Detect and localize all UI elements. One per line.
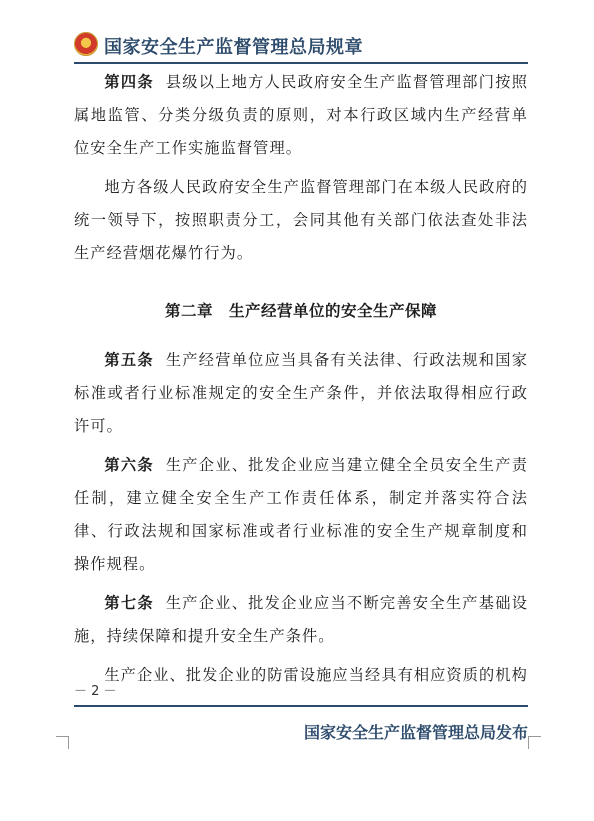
paragraph-article-4 bbox=[74, 66, 528, 165]
article-number: 第五条 bbox=[104, 351, 154, 369]
crop-mark-left bbox=[56, 736, 69, 749]
document-body bbox=[74, 66, 528, 692]
chapter-heading: 第二章 生产经营单位的安全生产保障 bbox=[164, 302, 437, 320]
crop-mark-right bbox=[528, 736, 541, 749]
paragraph-article-7-second bbox=[74, 659, 528, 692]
page-header bbox=[74, 30, 528, 64]
article-number: 第四条 bbox=[104, 73, 154, 91]
article-number: 第七条 bbox=[104, 594, 154, 612]
header-divider bbox=[74, 62, 528, 64]
footer-divider bbox=[74, 705, 528, 707]
national-emblem-icon bbox=[74, 32, 98, 56]
paragraph-article-4-second bbox=[74, 171, 528, 270]
paragraph-article-6 bbox=[74, 449, 528, 581]
paragraph-text: 生产企业、批发企业的防雷设施应当经具有相应资质的机构 bbox=[104, 666, 528, 684]
footer-publisher: 国家安全生产监督管理总局发布 bbox=[303, 723, 528, 742]
article-number: 第六条 bbox=[104, 456, 154, 474]
paragraph-text: 生产企业、批发企业应当建立健全全员安全生产责任制，建立健全安全生产工作责任体系，制定并落实符合法律、行政法规和国家标准或者行业标准的安全生产规章制度和操作规程。 bbox=[74, 456, 528, 573]
paragraph-text: 生产经营单位应当具备有关法律、行政法规和国家标准或者行业标准规定的安全生产条件，并依法取得相应行政许可。 bbox=[74, 351, 528, 435]
paragraph-text: 县级以上地方人民政府安全生产监督管理部门按照属地监管、分类分级负责的原则，对本行政区域内生产经营单位安全生产工作实施监督管理。 bbox=[74, 73, 528, 157]
header-title: 国家安全生产监督管理总局规章 bbox=[104, 37, 363, 58]
paragraph-article-5 bbox=[74, 344, 528, 443]
paragraph-text: 生产企业、批发企业应当不断完善安全生产基础设施，持续保障和提升安全生产条件。 bbox=[74, 594, 528, 645]
paragraph-article-7 bbox=[74, 587, 528, 653]
paragraph-text: 地方各级人民政府安全生产监督管理部门在本级人民政府的统一领导下，按照职责分工，会同其他有关部门依法查处非法生产经营烟花爆竹行为。 bbox=[74, 178, 528, 262]
page-number: － 2 － bbox=[74, 684, 117, 699]
